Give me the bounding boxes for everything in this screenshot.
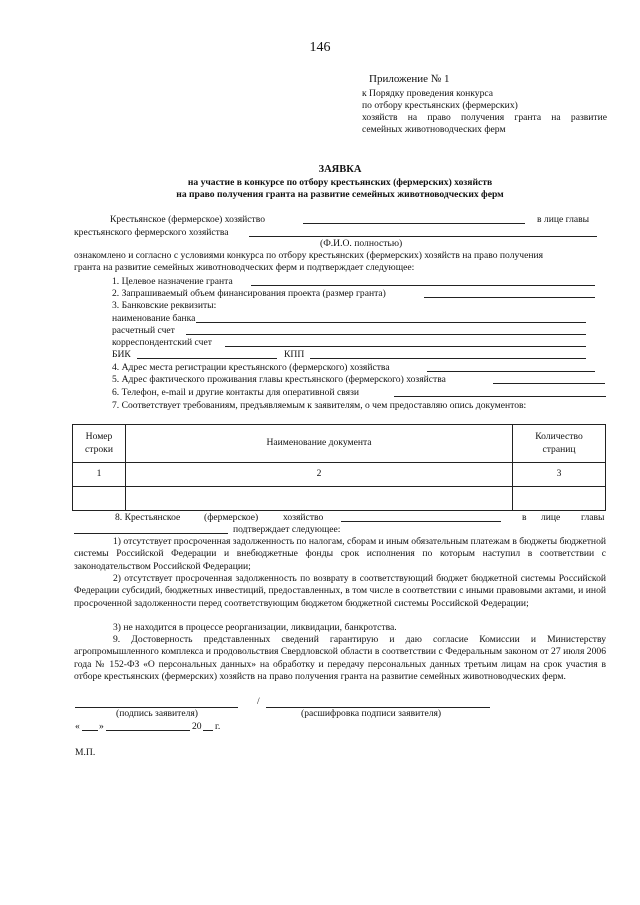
item-8-word: лице — [541, 512, 561, 523]
item-8-word: в — [522, 512, 527, 523]
item-1-field[interactable] — [251, 276, 595, 286]
item-8-word: 8. Крестьянское — [115, 512, 181, 523]
appendix-line: семейных животноводческих ферм — [362, 124, 506, 135]
item-2-field[interactable] — [424, 288, 595, 298]
table-row[interactable] — [73, 487, 606, 511]
appendix-line: хозяйств на право получения гранта на развитие — [362, 112, 607, 123]
document-title: ЗАЯВКА — [318, 164, 362, 175]
item-7-label: 7. Соответствует требованиям, предъявляемым к заявителям, о чем предоставляю опись документов: — [112, 400, 527, 411]
corr-account-label: корреспондентский счет — [112, 337, 212, 348]
item-8-word: (фермерское) — [204, 512, 259, 523]
item-5-label: 5. Адрес фактического проживания главы крестьянского (фермерского) хозяйства — [112, 374, 446, 385]
intro-text: ознакомлено и согласно с условиями конкурса по отбору крестьянских (фермерских) хозяйств на право получения — [74, 250, 544, 261]
header-text: Наименование документа — [266, 437, 372, 449]
table-cell[interactable] — [513, 487, 606, 511]
date-close-quote: » — [99, 721, 104, 732]
head-name-field[interactable] — [249, 227, 597, 237]
corr-account-field[interactable] — [225, 337, 586, 347]
paragraph-9: 9. Достоверность представленных сведений гарантирую и даю согласие Комиссии и Министерству агропромышленного комплекса и продовольствия Свердловской области в соответствии с Федеральным законом от 27 июля 2006 года № 152-ФЗ «О персональных данных» на обработку и передачу персональных данных третьим лицам на срок участия в отборе крестьянских (фермерских) хозяйств на право получения гранта на развитие семейных животноводческих ферм. — [74, 634, 606, 683]
kpp-label: КПП — [284, 349, 305, 360]
header-text: Количество — [535, 431, 583, 443]
intro-text: гранта на развитие семейных животноводческих ферм и подтверждает следующее: — [74, 262, 415, 273]
table-cell: 1 — [73, 463, 126, 487]
item-8-farm-field[interactable] — [341, 512, 501, 522]
document-subtitle: на право получения гранта на развитие семейных животноводческих ферм — [176, 189, 504, 200]
stamp-place: М.П. — [75, 747, 96, 758]
kpp-field[interactable] — [310, 349, 586, 359]
appendix-line: по отбору крестьянских (фермерских) — [362, 100, 518, 111]
table-cell: 2 — [126, 463, 513, 487]
item-6-field[interactable] — [394, 387, 606, 397]
table-header-page-count — [513, 425, 606, 463]
date-day-field[interactable] — [82, 721, 98, 731]
item-5-field[interactable] — [493, 374, 605, 384]
farm-label: Крестьянское (фермерское) хозяйство — [110, 214, 265, 225]
item-2-label: 2. Запрашиваемый объем финансирования проекта (размер гранта) — [112, 288, 386, 299]
paragraph-2: 2) отсутствует просроченная задолженность по возврату в соответствующий бюджет бюджетной системы Российской Федерации субсидий, бюджетных инвестиций, предоставленных, в том числе в соответствии с иными правовыми актами, и иной просроченной задолженности перед соответствующим бюджетом бюджетной системы Российской Федерации; — [74, 573, 606, 609]
table-cell[interactable] — [73, 487, 126, 511]
item-4-label: 4. Адрес места регистрации крестьянского (фермерского) хозяйства — [112, 362, 390, 373]
item-1-label: 1. Целевое назначение гранта — [112, 276, 233, 287]
appendix-line: к Порядку проведения конкурса — [362, 88, 494, 99]
fio-caption: (Ф.И.О. полностью) — [320, 238, 403, 249]
date-year-prefix: 20 — [192, 721, 202, 732]
farm-name-field[interactable] — [303, 214, 525, 224]
documents-table — [72, 424, 606, 511]
header-text: Номер — [85, 431, 113, 443]
item-8-head-field[interactable] — [74, 524, 228, 534]
header-text: страниц — [542, 443, 576, 455]
in-person-of-head: в лице главы — [537, 214, 590, 225]
signature-decode-caption: (расшифровка подписи заявителя) — [301, 708, 442, 719]
slash: / — [257, 696, 260, 707]
bik-label: БИК — [112, 349, 131, 360]
item-8-word: главы — [581, 512, 605, 523]
item-3-label: 3. Банковские реквизиты: — [112, 300, 217, 311]
account-field[interactable] — [186, 325, 586, 335]
bank-name-field[interactable] — [196, 313, 586, 323]
table-header-row — [73, 425, 606, 463]
table-cell: 3 — [513, 463, 606, 487]
table-header-document-name — [126, 425, 513, 463]
date-open-quote: « — [75, 721, 80, 732]
appendix-number: Приложение № 1 — [369, 73, 450, 85]
item-4-field[interactable] — [427, 362, 595, 372]
item-8-word: хозяйство — [283, 512, 324, 523]
head-label: крестьянского фермерского хозяйства — [74, 227, 229, 238]
paragraph-3: 3) не находится в процессе реорганизации, ликвидации, банкротства. — [113, 622, 397, 633]
table-cell[interactable] — [126, 487, 513, 511]
table-row — [73, 463, 606, 487]
account-label: расчетный счет — [112, 325, 175, 336]
table-header-row-number — [73, 425, 126, 463]
bik-field[interactable] — [137, 349, 277, 359]
paragraph-1: 1) отсутствует просроченная задолженность по налогам, сборам и иным обязательным платежам в бюджеты бюджетной системы Российской Федерации и внебюджетные фонды срок исполнения по которым наступил в соответствии с законодательством Российской Федерации; — [74, 536, 606, 572]
signature-caption: (подпись заявителя) — [116, 708, 199, 719]
item-6-label: 6. Телефон, e-mail и другие контакты для оперативной связи — [112, 387, 360, 398]
date-year-suffix: г. — [215, 721, 221, 732]
header-text: строки — [85, 443, 113, 455]
date-year-field[interactable] — [203, 721, 213, 731]
page-number: 146 — [309, 40, 331, 55]
date-month-field[interactable] — [106, 721, 190, 731]
bank-name-label: наименование банка — [112, 313, 196, 324]
item-8-confirms: подтверждает следующее: — [233, 524, 341, 535]
document-subtitle: на участие в конкурсе по отбору крестьянских (фермерских) хозяйств — [187, 177, 493, 188]
